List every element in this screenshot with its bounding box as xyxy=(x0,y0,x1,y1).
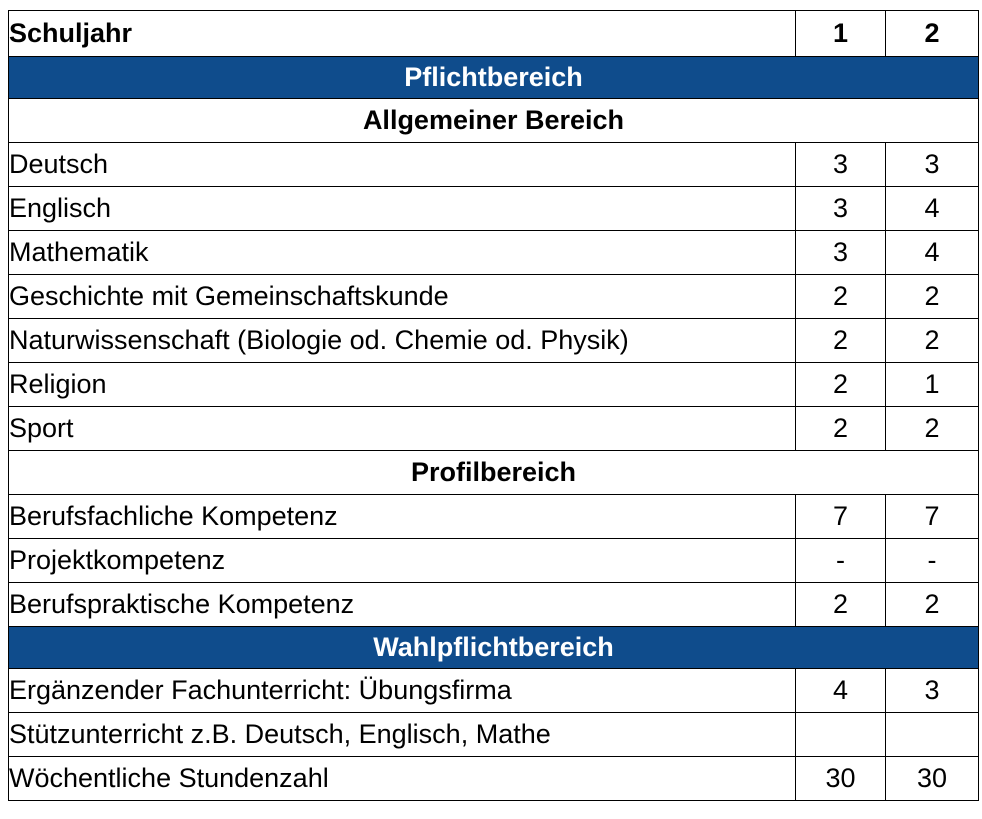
year-2-hours-cell: 4 xyxy=(886,231,979,275)
table-row xyxy=(9,495,979,539)
subject-cell: Englisch xyxy=(9,187,796,231)
year-2-hours-cell: - xyxy=(886,539,979,583)
year-2-hours-cell: 7 xyxy=(886,495,979,539)
year-1-hours-cell: 3 xyxy=(796,187,886,231)
subject-cell: Deutsch xyxy=(9,143,796,187)
weekly-hours-table xyxy=(8,10,979,801)
year-1-hours-cell: 2 xyxy=(796,275,886,319)
year-1-hours-cell: 4 xyxy=(796,669,886,713)
header-row xyxy=(9,11,979,57)
total-row xyxy=(9,757,979,801)
year-2-hours-cell: 1 xyxy=(886,363,979,407)
total-label: Wöchentliche Stundenzahl xyxy=(9,757,796,801)
wahlpflichtbereich-heading: Wahlpflichtbereich xyxy=(9,627,979,669)
year-2-hours-cell: 2 xyxy=(886,407,979,451)
header-schuljahr-label: Schuljahr xyxy=(9,11,796,57)
total-year-1-hours: 30 xyxy=(796,757,886,801)
year-1-hours-cell: 7 xyxy=(796,495,886,539)
section-band-pflichtbereich xyxy=(9,57,979,99)
year-1-hours-cell: 2 xyxy=(796,407,886,451)
year-2-hours-cell: 2 xyxy=(886,275,979,319)
year-2-hours-cell: 2 xyxy=(886,583,979,627)
year-2-hours-cell: 2 xyxy=(886,319,979,363)
table-row xyxy=(9,363,979,407)
subject-cell: Mathematik xyxy=(9,231,796,275)
table-row xyxy=(9,231,979,275)
subject-cell: Religion xyxy=(9,363,796,407)
table-row xyxy=(9,319,979,363)
subject-cell: Geschichte mit Gemeinschaftskunde xyxy=(9,275,796,319)
table-row xyxy=(9,539,979,583)
table-row xyxy=(9,583,979,627)
year-2-hours-cell: 4 xyxy=(886,187,979,231)
section-band-wahlpflichtbereich xyxy=(9,627,979,669)
subject-cell: Berufsfachliche Kompetenz xyxy=(9,495,796,539)
subject-cell: Stützunterricht z.B. Deutsch, Englisch, Mathe xyxy=(9,713,796,757)
year-1-hours-cell: 2 xyxy=(796,583,886,627)
subsection-row-profilbereich xyxy=(9,451,979,495)
table-row xyxy=(9,669,979,713)
subject-cell: Naturwissenschaft (Biologie od. Chemie od. Physik) xyxy=(9,319,796,363)
table-row xyxy=(9,713,979,757)
table-row xyxy=(9,143,979,187)
year-2-hours-cell xyxy=(886,713,979,757)
year-1-hours-cell: 2 xyxy=(796,319,886,363)
subject-cell: Sport xyxy=(9,407,796,451)
year-1-hours-cell: 3 xyxy=(796,143,886,187)
subject-cell: Ergänzender Fachunterricht: Übungsfirma xyxy=(9,669,796,713)
table-row xyxy=(9,407,979,451)
allgemeiner-bereich-heading: Allgemeiner Bereich xyxy=(9,99,979,143)
total-year-2-hours: 30 xyxy=(886,757,979,801)
header-year-1: 1 xyxy=(796,11,886,57)
table-row xyxy=(9,187,979,231)
table-row xyxy=(9,275,979,319)
pflichtbereich-heading: Pflichtbereich xyxy=(9,57,979,99)
subject-cell: Berufspraktische Kompetenz xyxy=(9,583,796,627)
year-2-hours-cell: 3 xyxy=(886,669,979,713)
year-1-hours-cell xyxy=(796,713,886,757)
header-year-2: 2 xyxy=(886,11,979,57)
year-2-hours-cell: 3 xyxy=(886,143,979,187)
subject-cell: Projektkompetenz xyxy=(9,539,796,583)
year-1-hours-cell: 2 xyxy=(796,363,886,407)
year-1-hours-cell: 3 xyxy=(796,231,886,275)
subsection-row-allgemeiner-bereich xyxy=(9,99,979,143)
profilbereich-heading: Profilbereich xyxy=(9,451,979,495)
year-1-hours-cell: - xyxy=(796,539,886,583)
